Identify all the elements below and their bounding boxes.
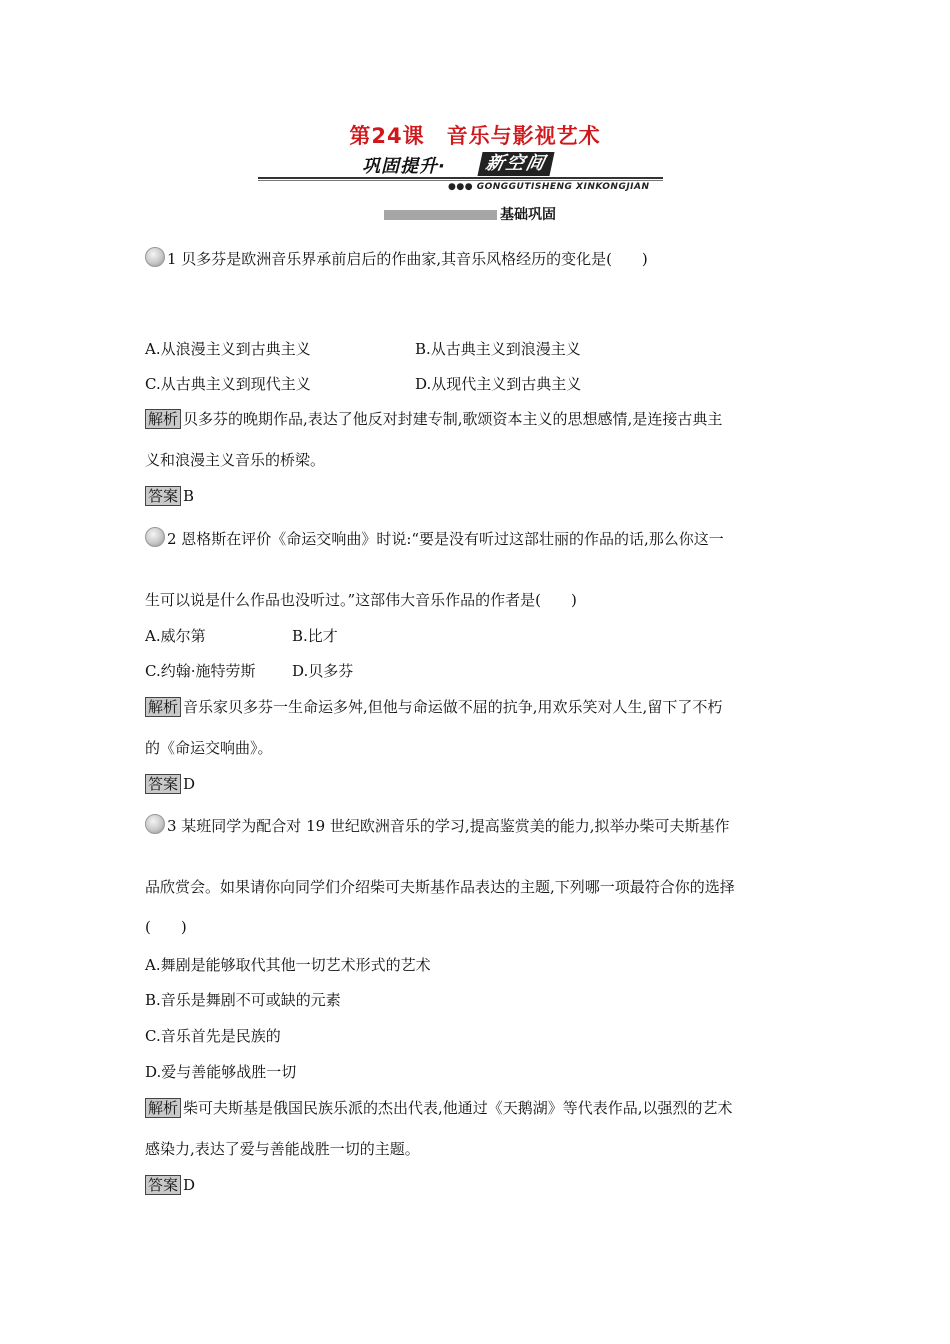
analysis-tag: 解析 [145, 409, 181, 429]
q1-analysis-text: 贝多芬的晚期作品,表达了他反对封建专制,歌颂资本主义的思想感情,是连接古典主 [183, 410, 723, 428]
q1-option-b: B.从古典主义到浪漫主义 [415, 340, 581, 358]
q1-option-a: A.从浪漫主义到古典主义 [145, 340, 311, 358]
q1-answer [145, 486, 194, 506]
section-bar [384, 210, 497, 220]
question-bullet-icon [145, 814, 165, 834]
q2-option-c: C.约翰·施特劳斯 [145, 662, 256, 680]
q3-analysis-line1 [145, 1098, 733, 1118]
q1-option-c: C.从古典主义到现代主义 [145, 375, 311, 393]
q3-stem-line2: 品欣赏会。如果请你向同学们介绍柴可夫斯基作品表达的主题,下列哪一项最符合你的选择 [145, 878, 735, 896]
q1-stem: 1 贝多芬是欧洲音乐界承前启后的作曲家,其音乐风格经历的变化是( ) [167, 250, 648, 268]
q3-option-c: C.音乐首先是民族的 [145, 1027, 281, 1045]
answer-tag: 答案 [145, 486, 181, 506]
q1-analysis-line1 [145, 409, 722, 429]
q2-analysis-line2: 的《命运交响曲》。 [145, 739, 273, 757]
banner-left-text: 巩固提升· [362, 156, 446, 177]
q2-option-b: B.比才 [292, 627, 338, 645]
q3-analysis-line2: 感染力,表达了爱与善能战胜一切的主题。 [145, 1140, 420, 1158]
q2-answer-value: D [183, 775, 196, 793]
q2-option-d: D.贝多芬 [292, 662, 354, 680]
lesson-title: 第24课 音乐与影视艺术 [349, 124, 601, 148]
analysis-tag: 解析 [145, 1098, 181, 1118]
q3-answer [145, 1175, 195, 1195]
banner-pinyin: ●●● GONGGUTISHENG XINKONGJIAN [448, 182, 650, 192]
section-label: 基础巩固 [500, 207, 556, 223]
analysis-tag: 解析 [145, 697, 181, 717]
q2-answer [145, 774, 195, 794]
banner-rule [258, 177, 663, 179]
q1-analysis-line2: 义和浪漫主义音乐的桥梁。 [145, 451, 326, 469]
banner-boxed-text: 新空间 [477, 152, 554, 176]
q3-option-d: D.爱与善能够战胜一切 [145, 1063, 297, 1081]
q3-stem-line1: 3 某班同学为配合对 19 世纪欧洲音乐的学习,提高鉴赏美的能力,拟举办柴可夫斯基作 [167, 817, 730, 835]
question-bullet-icon [145, 247, 165, 267]
q2-stem-line1: 2 恩格斯在评价《命运交响曲》时说:“要是没有听过这部壮丽的作品的话,那么你这一 [167, 530, 724, 548]
q2-analysis-text: 音乐家贝多芬一生命运多舛,但他与命运做不屈的抗争,用欢乐笑对人生,留下了不朽 [183, 698, 723, 716]
answer-tag: 答案 [145, 774, 181, 794]
q3-option-a: A.舞剧是能够取代其他一切艺术形式的艺术 [145, 956, 431, 974]
q3-option-b: B.音乐是舞剧不可或缺的元素 [145, 991, 341, 1009]
q2-analysis-line1 [145, 697, 722, 717]
q3-stem-line3: ( ) [145, 918, 187, 936]
q2-stem-line2: 生可以说是什么作品也没听过。”这部伟大音乐作品的作者是( ) [145, 591, 577, 609]
question-bullet-icon [145, 527, 165, 547]
q2-option-a: A.威尔第 [145, 627, 206, 645]
q3-analysis-text: 柴可夫斯基是俄国民族乐派的杰出代表,他通过《天鹅湖》等代表作品,以强烈的艺术 [183, 1099, 733, 1117]
section-banner [258, 152, 663, 194]
banner-rule-thin [258, 180, 663, 181]
answer-tag: 答案 [145, 1175, 181, 1195]
q1-answer-value: B [183, 487, 195, 505]
q3-answer-value: D [183, 1176, 196, 1194]
q1-option-d: D.从现代主义到古典主义 [415, 375, 582, 393]
